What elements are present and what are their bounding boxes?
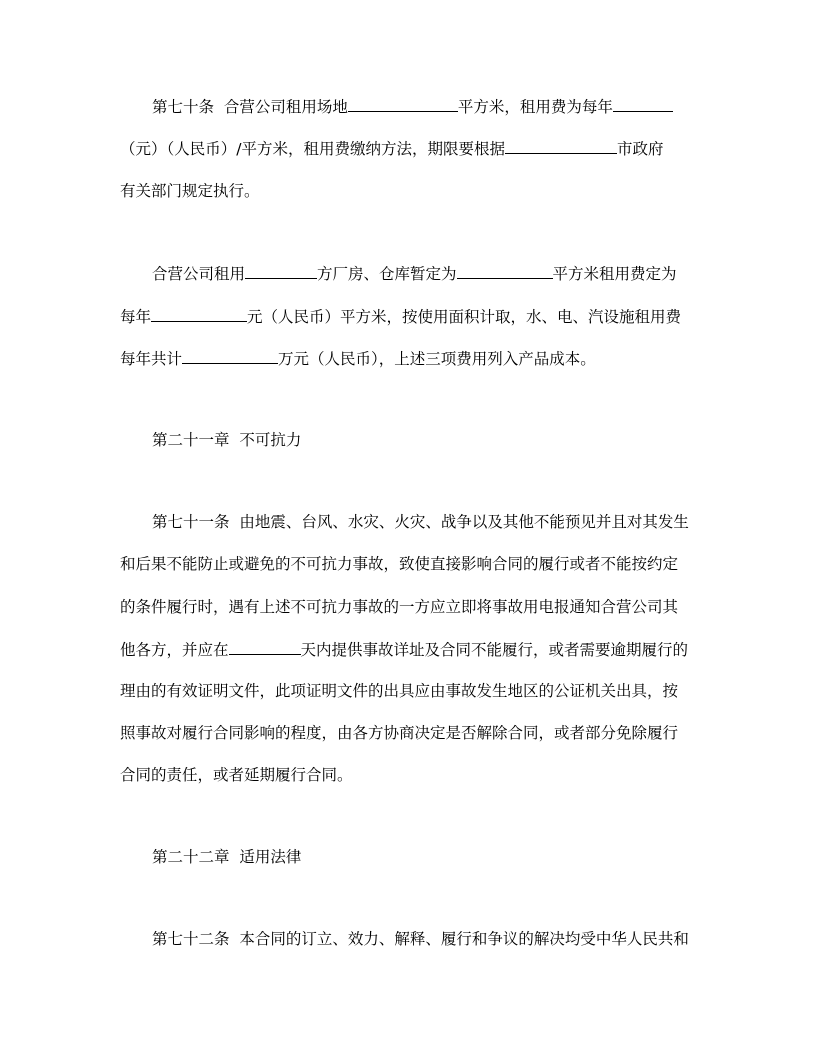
article-70-text-b: 平方米，租用费为每年 (457, 98, 613, 116)
article-71-text-6: 照事故对履行合同影响的程度，由各方协商决定是否解除合同，或者部分免除履行 (120, 724, 679, 742)
rent-text-f: 每年共计 (120, 350, 183, 368)
rent-text-a: 合营公司租用 (152, 265, 246, 283)
article-71-line-6 (0, 722, 816, 744)
fill-in-blank (457, 262, 553, 279)
article-71-text-1: 第七十一条 由地震、台风、水灾、火灾、战争以及其他不能预见并且对其发生 (152, 513, 689, 531)
fill-in-blank (229, 638, 301, 655)
article-71-text-7: 合同的责任，或者延期履行合同。 (120, 766, 353, 784)
rent-paragraph-line-2 (0, 305, 816, 328)
article-70-text-d: 市政府 (616, 140, 664, 158)
article-72-text-1: 第七十二条 本合同的订立、效力、解释、履行和争议的解决均受中华人民共和 (152, 930, 689, 948)
article-72-line-1 (0, 928, 816, 950)
rent-text-d: 每年 (120, 308, 152, 326)
article-70-text-a: 第七十条 合营公司租用场地 (152, 98, 348, 116)
article-71-text-2: 和后果不能防止或避免的不可抗力事故，致使直接影响合同的履行或者不能按约定 (120, 555, 679, 573)
fill-in-blank (613, 95, 673, 112)
rent-paragraph-line-1 (0, 262, 816, 285)
article-71-line-1 (0, 511, 816, 533)
article-70-line-2 (0, 137, 816, 160)
chapter-22-title: 第二十二章 适用法律 (152, 848, 302, 866)
article-70-line-3 (0, 180, 816, 202)
article-71-text-5: 理由的有效证明文件，此项证明文件的出具应由事故发生地区的公证机关出具，按 (120, 682, 679, 700)
article-70-line-1 (0, 95, 816, 118)
fill-in-blank (182, 347, 278, 364)
article-71-text-4a: 他各方，并应在 (120, 641, 229, 659)
rent-text-e: 元（人民币）平方米，按使用面积计取，水、电、汽设施租用费 (247, 308, 682, 326)
article-71-line-4 (0, 638, 816, 661)
article-71-line-5 (0, 680, 816, 702)
rent-text-g: 万元（人民币），上述三项费用列入产品成本。 (278, 350, 596, 368)
article-71-line-2 (0, 553, 816, 575)
chapter-21-title: 第二十一章 不可抗力 (152, 431, 302, 449)
fill-in-blank (348, 95, 458, 112)
fill-in-blank (245, 262, 317, 279)
article-71-text-4b: 天内提供事故详址及合同不能履行，或者需要逾期履行的 (300, 641, 689, 659)
rent-text-b: 方厂房、仓库暂定为 (317, 265, 457, 283)
article-70-text-e: 有关部门规定执行。 (120, 182, 260, 200)
article-71-line-7 (0, 764, 816, 786)
rent-text-c: 平方米租用费定为 (552, 265, 677, 283)
article-71-text-3: 的条件履行时，遇有上述不可抗力事故的一方应立即将事故用电报通知合营公司其 (120, 598, 679, 616)
article-70-text-c: （元）（人民币）/平方米，租用费缴纳方法，期限要根据 (120, 140, 505, 158)
rent-paragraph-line-3 (0, 347, 816, 370)
fill-in-blank (505, 137, 617, 154)
chapter-22-heading (0, 846, 816, 868)
article-71-line-3 (0, 596, 816, 618)
chapter-21-heading (0, 429, 816, 451)
fill-in-blank (151, 305, 247, 322)
